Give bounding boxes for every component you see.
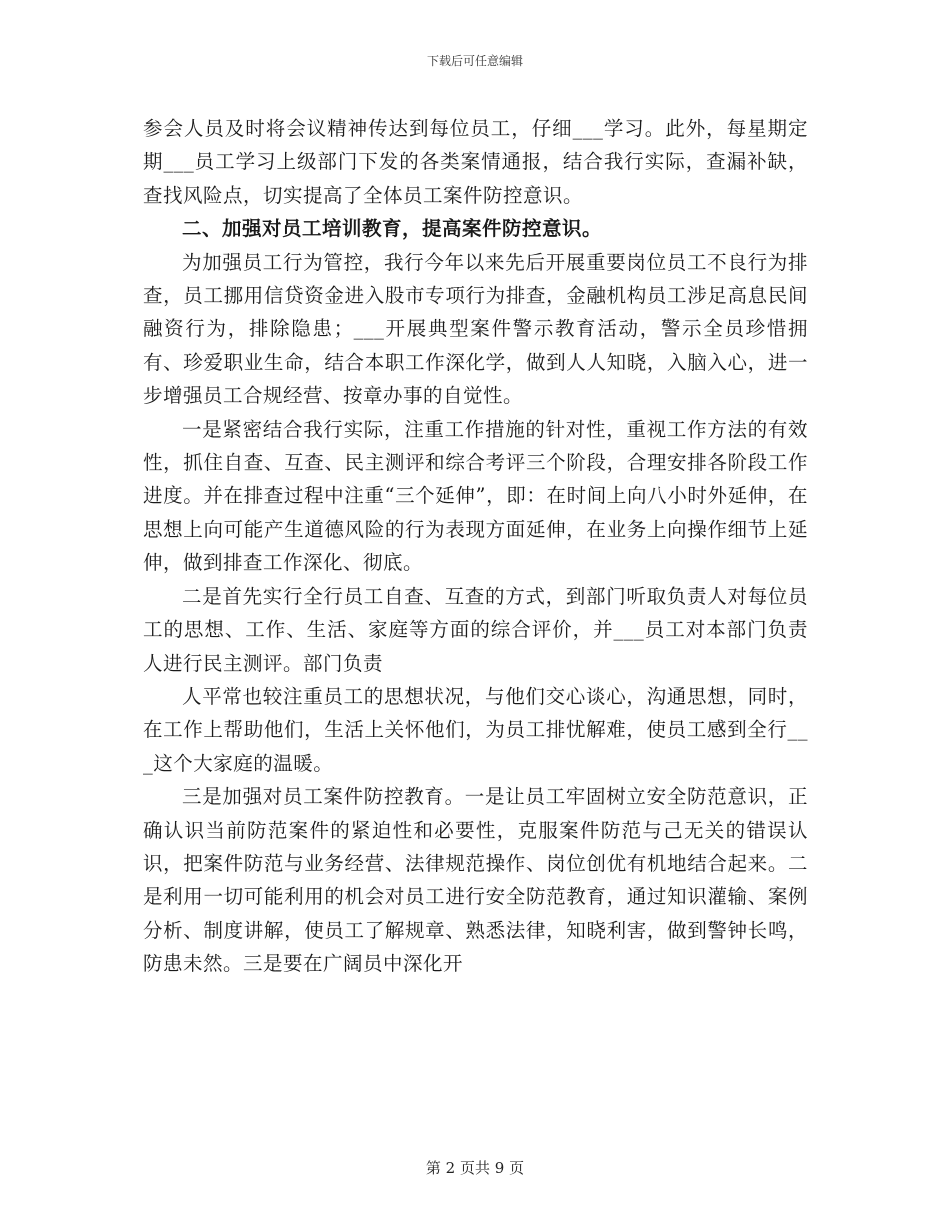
page-header: 下载后可任意编辑 bbox=[426, 54, 523, 68]
paragraph: 人平常也较注重员工的思想状况，与他们交心谈心，沟通思想，同时，在工作上帮助他们，生活上关怀他们，为员工排忧解难，使员工感到全行___这个大家庭的温暖。 bbox=[143, 684, 808, 775]
paragraph: 三是加强对员工案件防控教育。一是让员工牢固树立安全防范意识，正确认识当前防范案件的紧迫性和必要性，克服案件防范与己无关的错误认识，把案件防范与业务经营、法律规范操作、岗位创优有机地结合起来。二是利用一切可能利用的机会对员工进行安全防范教育，通过知识灌输、案例分析、制度讲解，使员工了解规章、熟悉法律，知晓利害，做到警钟长鸣，防患未然。三是要在广阔员中深化开 bbox=[143, 785, 808, 976]
paragraph: 二是首先实行全行员工自查、互查的方式，到部门听取负责人对每位员工的思想、工作、生活、家庭等方面的综合评价，并___员工对本部门负责人进行民主测评。部门负责 bbox=[143, 584, 808, 675]
paragraph: 一是紧密结合我行实际，注重工作措施的针对性，重视工作方法的有效性，抓住自查、互查、民主测评和综合考评三个阶段，合理安排各阶段工作进度。并在排查过程中注重“三个延伸”，即：在时间上向八小时外延伸，在思想上向可能产生道德风险的行为表现方面延伸，在业务上向操作细节上延伸，做到排查工作深化、彻底。 bbox=[143, 417, 808, 575]
page-number: 第 2 页共 9 页 bbox=[425, 1159, 525, 1177]
paragraph: 为加强员工行为管控，我行今年以来先后开展重要岗位员工不良行为排查，员工挪用信贷资金进入股市专项行为排查，金融机构员工涉足高息民间融资行为，排除隐患；___开展典型案件警示教育活动，警示全员珍惜拥有、珍爱职业生命，结合本职工作深化学，做到人人知晓，入脑入心，进一步增强员工合规经营、按章办事的自觉性。 bbox=[143, 250, 808, 408]
section-heading: 二、加强对员工培训教育，提高案件防控意识。 bbox=[182, 217, 603, 241]
document-body bbox=[143, 112, 808, 981]
paragraph-continuation: 参会人员及时将会议精神传达到每位员工，仔细___学习。此外，每星期定期___员工学习上级部门下发的各类案情通报，结合我行实际，查漏补缺，查找风险点，切实提高了全体员工案件防控意识。 bbox=[143, 117, 808, 207]
